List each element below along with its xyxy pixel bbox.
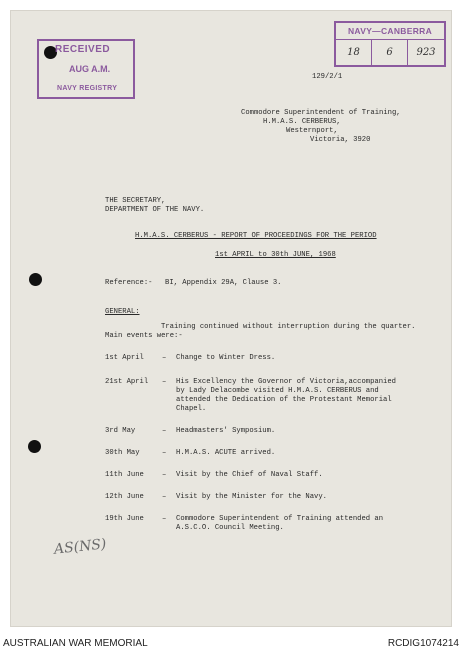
archive-footer [0, 636, 462, 653]
event-text: attended the Dedication of the Protestant Memorial [176, 396, 392, 404]
sender-line: Commodore Superintendent of Training, [241, 109, 401, 117]
sender-line: Westernport, [286, 127, 338, 135]
reference-text: BI, Appendix 29A, Clause 3. [165, 279, 282, 287]
event-dash: – [162, 378, 167, 386]
footer-institution: AUSTRALIAN WAR MEMORIAL [3, 638, 148, 649]
report-period: 1st APRIL to 30th JUNE, 1968 [215, 251, 336, 259]
stamp-cell-number: 923 [416, 47, 436, 58]
general-intro: Training continued without interruption during the quarter. [161, 323, 416, 331]
event-dash: – [162, 493, 167, 501]
event-text: H.M.A.S. ACUTE arrived. [176, 449, 276, 457]
event-text: Chapel. [176, 405, 207, 413]
event-date: 19th June [105, 515, 144, 523]
footer-record-id: RCDIG1074214 [387, 638, 459, 649]
navy-canberra-stamp [334, 21, 446, 67]
general-intro: Main events were:- [105, 332, 183, 340]
event-text: Commodore Superintendent of Training attended an [176, 515, 384, 523]
stamp-received-text: RECEIVED [55, 44, 111, 55]
general-heading: GENERAL: [105, 308, 140, 316]
event-date: 30th May [105, 449, 140, 457]
event-dash: – [162, 354, 167, 362]
addressee-line: THE SECRETARY, [105, 197, 166, 205]
punch-hole [28, 440, 41, 453]
event-date: 11th June [105, 471, 144, 479]
received-stamp [37, 39, 135, 99]
event-text: His Excellency the Governor of Victoria,accompanied [176, 378, 396, 386]
document-page [10, 10, 452, 627]
event-dash: – [162, 427, 167, 435]
event-text: Visit by the Chief of Naval Staff. [176, 471, 323, 479]
stamp-cell-month: 6 [372, 40, 408, 65]
file-reference: 129/2/1 [312, 73, 343, 81]
report-title: H.M.A.S. CERBERUS - REPORT OF PROCEEDINGS FOR THE PERIOD [135, 232, 377, 240]
punch-hole [29, 273, 42, 286]
event-text: A.S.C.O. Council Meeting. [176, 524, 284, 532]
reference-label: Reference:- [105, 279, 153, 287]
event-text: by Lady Delacombe visited H.M.A.S. CERBERUS and [176, 387, 379, 395]
sender-line: Victoria, 3920 [310, 136, 371, 144]
sender-line: H.M.A.S. CERBERUS, [263, 118, 341, 126]
stamp-registry-text: NAVY REGISTRY [57, 85, 118, 92]
event-date: 21st April [105, 378, 149, 386]
event-date: 3rd May [105, 427, 136, 435]
event-text: Headmasters' Symposium. [176, 427, 276, 435]
event-dash: – [162, 449, 167, 457]
addressee-line: DEPARTMENT OF THE NAVY. [105, 206, 205, 214]
event-dash: – [162, 515, 167, 523]
stamp-header: NAVY—CANBERRA [336, 23, 444, 40]
stamp-date-text: AUG A.M. [69, 64, 111, 74]
event-date: 12th June [105, 493, 144, 501]
event-dash: – [162, 471, 167, 479]
event-text: Change to Winter Dress. [176, 354, 276, 362]
event-date: 1st April [105, 354, 144, 362]
stamp-cell-day: 18 [336, 40, 372, 65]
event-text: Visit by the Minister for the Navy. [176, 493, 327, 501]
handwritten-note: AS(NS) [53, 536, 108, 558]
